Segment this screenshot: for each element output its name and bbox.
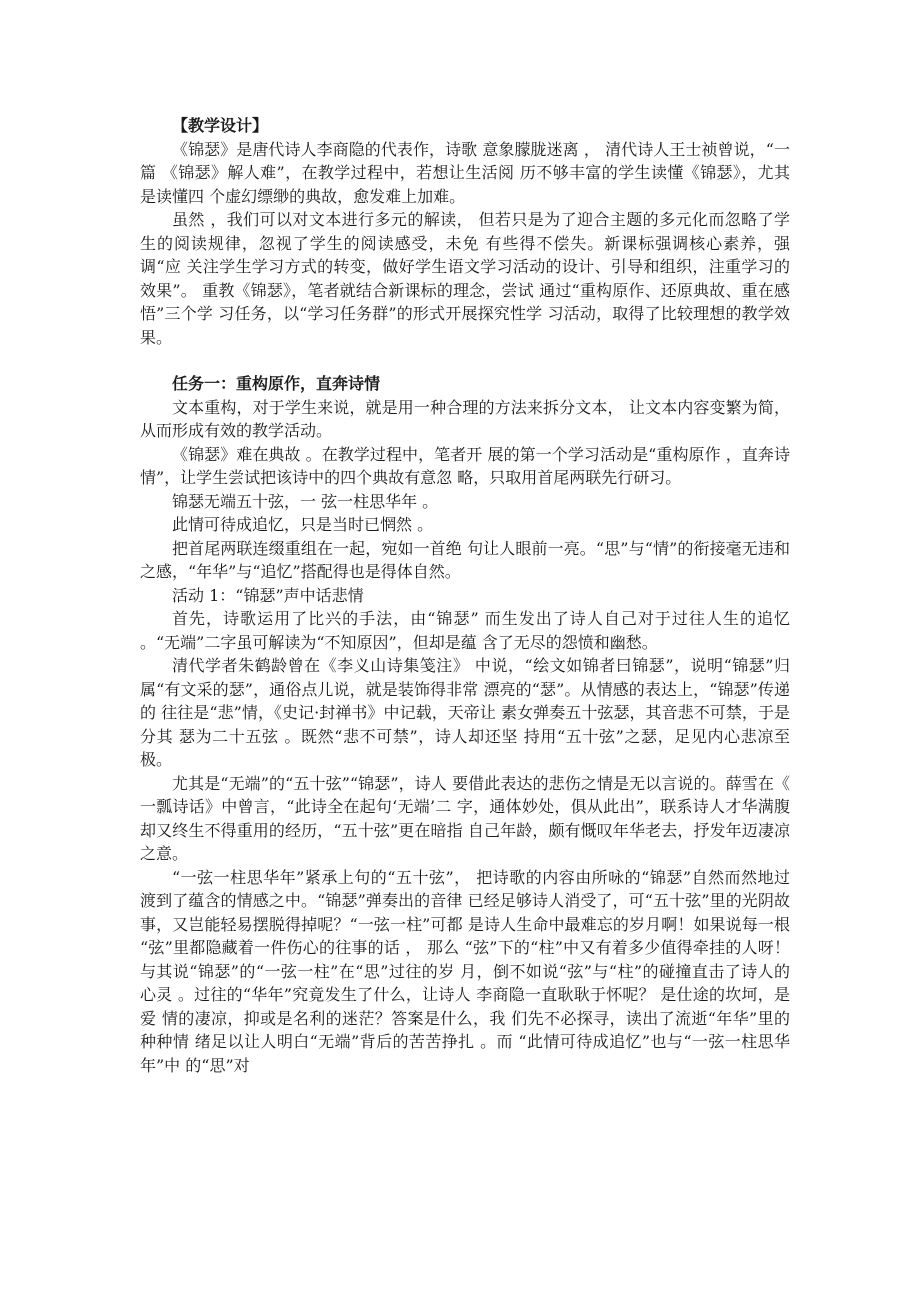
task1-paragraph-3: 把首尾两联连缀重组在一起，宛如一首绝 句让人眼前一亮。“思”与“情”的衔接毫无违和 之感，“年华”与“追忆”搭配得也是得体自然。 <box>140 538 790 581</box>
section-gap <box>140 349 790 372</box>
section-title: 【教学设计】 <box>172 116 269 135</box>
task1-title: 任务一：重构原作，直奔诗情 <box>172 374 381 393</box>
intro-paragraph-1: 《锦瑟》是唐代诗人李商隐的代表作，诗歌 意象朦胧迷离 ， 清代诗人王士祯曾说，“一篇 《锦瑟》解人难”，在教学过程中，若想让生活阅 历不够丰富的学生读懂《锦瑟》，尤其是读懂四 个虚幻缥缈的典故，愈发难上加难。 <box>140 139 790 206</box>
activity1-title: 活动 1：“锦瑟”声中话悲情 <box>172 585 364 605</box>
task1-paragraph-2: 《锦瑟》难在典故 。在教学过程中，笔者开 展的第一个学习活动是“重构原作 ，直奔诗 情”，让学生尝试把该诗中的四个典故有意忽 略，只取用首尾两联先行研习。 <box>140 444 790 487</box>
poem-line-1: 锦瑟无端五十弦，一 弦一柱思华年 。 <box>172 491 439 511</box>
task1-paragraph-6: 尤其是“无端”的“五十弦”“锦瑟”，诗人 要借此表达的悲伤之情是无以言说的。薛雪在《 一瓢诗话》中曾言，“此诗全在起句‘无端’二 字，通体妙处，俱从此出”，联系诗人才华满腹 却又终生不得重用的经历，“五十弦”更在暗指 自己年龄，颇有慨叹年华老去，抒发年迈凄凉 之意。 <box>140 773 790 863</box>
task1-paragraph-1: 文本重构，对于学生来说，就是用一种合理的方法来拆分文本， 让文本内容变繁为简， 从而形成有效的教学活动。 <box>140 397 790 440</box>
task1-paragraph-7: “一弦一柱思华年”紧承上句的“五十弦”， 把诗歌的内容由所咏的“锦瑟”自然而然地过 渡到了蕴含的情感之中。“锦瑟”弹奏出的音律 已经足够诗人消受了，可“五十弦”里的光阴故 事，又岂能轻易摆脱得掉呢？“一弦一柱”可都 是诗人生命中最难忘的岁月啊！如果说每一根 “弦”里都隐藏着一件伤心的往事的话 ， 那么 “弦”下的“柱”中又有着多少值得牵挂的人呀！ 与其说“锦瑟”的“一弦一柱”在“思”过往的岁 月，倒不如说“弦”与“柱”的碰撞直击了诗人的 心灵 。过往的“华年”究竟发生了什么，让诗人 李商隐一直耿耿于怀呢？ 是仕途的坎坷，是爱 情的凄凉，抑或是名利的迷茫？答案是什么，我 们先不必探寻，读出了流逝“年华”里的种种情 绪足以让人明白“无端”背后的苦苦挣扎 。而 “此情可待成追忆”也与“一弦一柱思华年”中 的“思”对 <box>140 867 790 1075</box>
document-page <box>140 114 790 1077</box>
task1-paragraph-5: 清代学者朱鹤龄曾在《李义山诗集笺注》 中说，“绘文如锦者曰锦瑟”，说明“锦瑟”归属“有文采的瑟”，通俗点儿说，就是装饰得非常 漂亮的“瑟”。从情感的表达上，“锦瑟”传递的 往往是“悲”情，《史记·封禅书》中记载，天帝让 素女弹奏五十弦瑟，其音悲不可禁，于是分其 瑟为二十五弦 。既然“悲不可禁”，诗人却还坚 持用“五十弦”之瑟，足见内心悲凉至极。 <box>140 656 790 769</box>
intro-paragraph-2: 虽然 ，我们可以对文本进行多元的解读， 但若只是为了迎合主题的多元化而忽略了学 生的阅读规律，忽视了学生的阅读感受，未免 有些得不偿失。新课标强调核心素养，强调“应 关注学生学习方式的转变，做好学生语文学习活动的设计、引导和组织，注重学习的效果”。 重教《锦瑟》，笔者就结合新课标的理念，尝试 通过“重构原作、还原典故、重在感悟”三个学 习任务，以“学习任务群”的形式开展探究性学 习活动，取得了比较理想的教学效果。 <box>140 210 790 347</box>
poem-line-2: 此情可待成追忆，只是当时已惘然 。 <box>172 515 434 534</box>
task1-paragraph-4: 首先，诗歌运用了比兴的手法，由“锦瑟” 而生发出了诗人自己对于过往人生的追忆 。“无端”二字虽可解读为“不知原因”，但却是蕴 含了无尽的怨愤和幽愁。 <box>140 609 790 652</box>
